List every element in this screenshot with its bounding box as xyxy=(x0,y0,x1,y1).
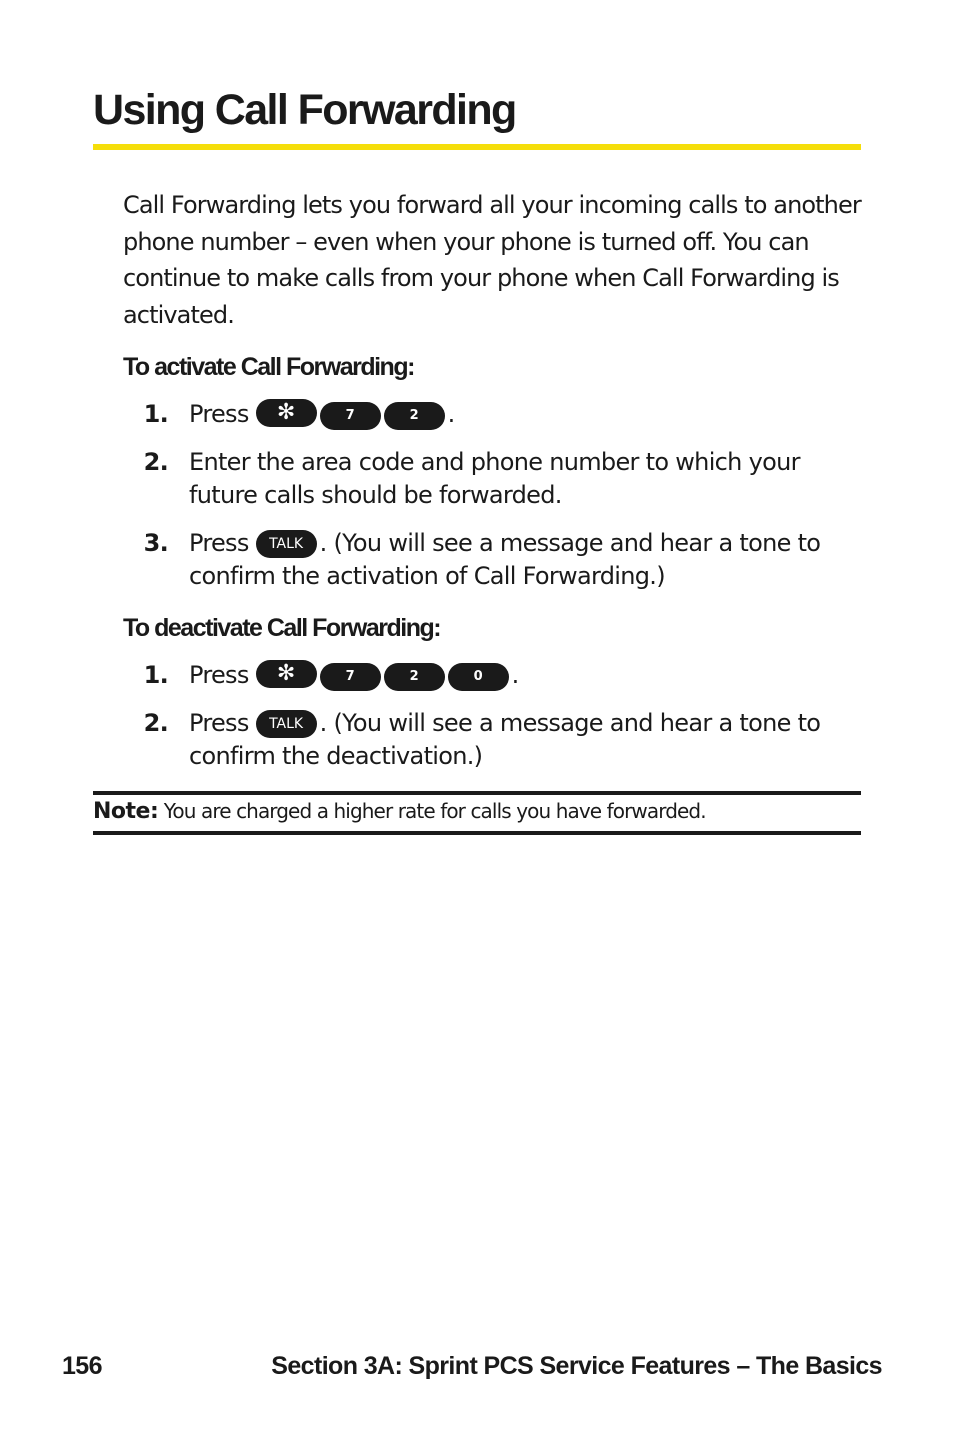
step-number: 1. xyxy=(143,661,168,689)
note-label: Note: xyxy=(93,799,159,824)
press-label: Press xyxy=(189,661,249,689)
page-number: 156 xyxy=(62,1352,102,1380)
intro-paragraph: Call Forwarding lets you forward all your incoming calls to another phone number – even when your phone is turned off. You can continue to make calls from your phone when Call Forwarding is activated. xyxy=(123,191,861,329)
step-suffix: . (You will see a message and hear a tone to confirm the deactivation.) xyxy=(189,709,821,770)
key-2-icon: 2 xyxy=(384,402,445,430)
note-text: You are charged a higher rate for calls you have forwarded. xyxy=(163,799,706,823)
note xyxy=(93,796,861,827)
title-underline xyxy=(93,144,861,150)
note-top-rule xyxy=(93,791,861,795)
press-label: Press xyxy=(189,400,249,428)
deactivate-step-1 xyxy=(140,659,852,692)
activate-heading: To activate Call Forwarding: xyxy=(123,353,414,381)
key-0-icon: 0 xyxy=(448,663,509,691)
section-title: Section 3A: Sprint PCS Service Features – The Basics xyxy=(271,1352,882,1380)
talk-key-icon: TALK xyxy=(256,710,317,738)
step-suffix: . xyxy=(511,661,519,689)
step-number: 1. xyxy=(143,400,168,428)
step-number: 3. xyxy=(143,529,168,557)
step-text: Enter the area code and phone number to which your future calls should be forwarded. xyxy=(189,448,800,509)
step-suffix: . xyxy=(447,400,455,428)
press-label: Press xyxy=(189,529,249,557)
key-7-icon: 7 xyxy=(320,402,381,430)
key-2-icon: 2 xyxy=(384,663,445,691)
step-number: 2. xyxy=(143,709,168,737)
talk-key-icon: TALK xyxy=(256,530,317,558)
deactivate-step-2 xyxy=(140,707,852,773)
page-title: Using Call Forwarding xyxy=(93,86,516,134)
step-number: 2. xyxy=(143,448,168,476)
star-key-icon: ✻ xyxy=(256,399,317,427)
star-key-icon: ✻ xyxy=(256,660,317,688)
press-label: Press xyxy=(189,709,249,737)
key-7-icon: 7 xyxy=(320,663,381,691)
step-suffix: . (You will see a message and hear a tone to confirm the activation of Call Forwarding.) xyxy=(189,529,821,590)
deactivate-heading: To deactivate Call Forwarding: xyxy=(123,614,441,642)
activate-step-2 xyxy=(140,446,852,512)
activate-step-1 xyxy=(140,398,852,431)
activate-step-3 xyxy=(140,527,852,593)
note-bottom-rule xyxy=(93,831,861,835)
